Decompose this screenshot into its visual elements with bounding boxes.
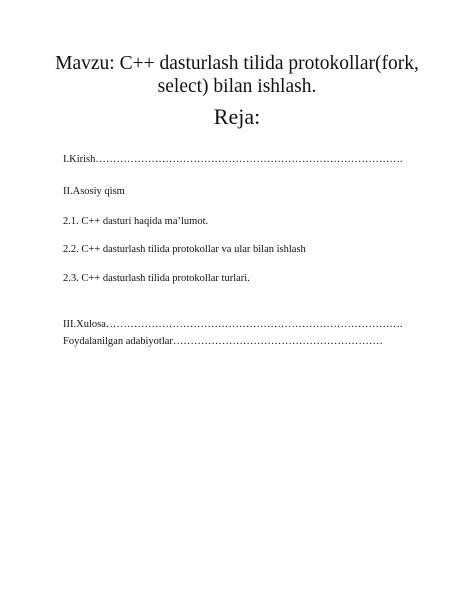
topic-title-line-2: select) bilan ishlash. bbox=[157, 76, 317, 97]
plan-item-conclusion: III.Xulosa…………………………………………………………………………. bbox=[63, 319, 403, 330]
plan-item-2-2: 2.2. C++ dasturlash tilida protokollar va ular bilan ishlash bbox=[63, 244, 306, 255]
plan-heading: Reja: bbox=[213, 104, 261, 129]
plan-item-2-3: 2.3. C++ dasturlash tilida protokollar turlari. bbox=[63, 273, 250, 284]
topic-title-line-1: Mavzu: C++ dasturlash tilida protokollar(fork, bbox=[55, 53, 419, 74]
plan-item-main-part: II.Asosiy qism bbox=[63, 186, 125, 197]
plan-item-references: Foydalanilgan adabiyotlar…………………………………………………… bbox=[63, 336, 383, 347]
plan-item-2-1: 2.1. C++ dasturi haqida ma’lumot. bbox=[63, 216, 209, 227]
plan-item-introduction: I.Kirish……………………………………………………………………………. bbox=[63, 154, 403, 165]
